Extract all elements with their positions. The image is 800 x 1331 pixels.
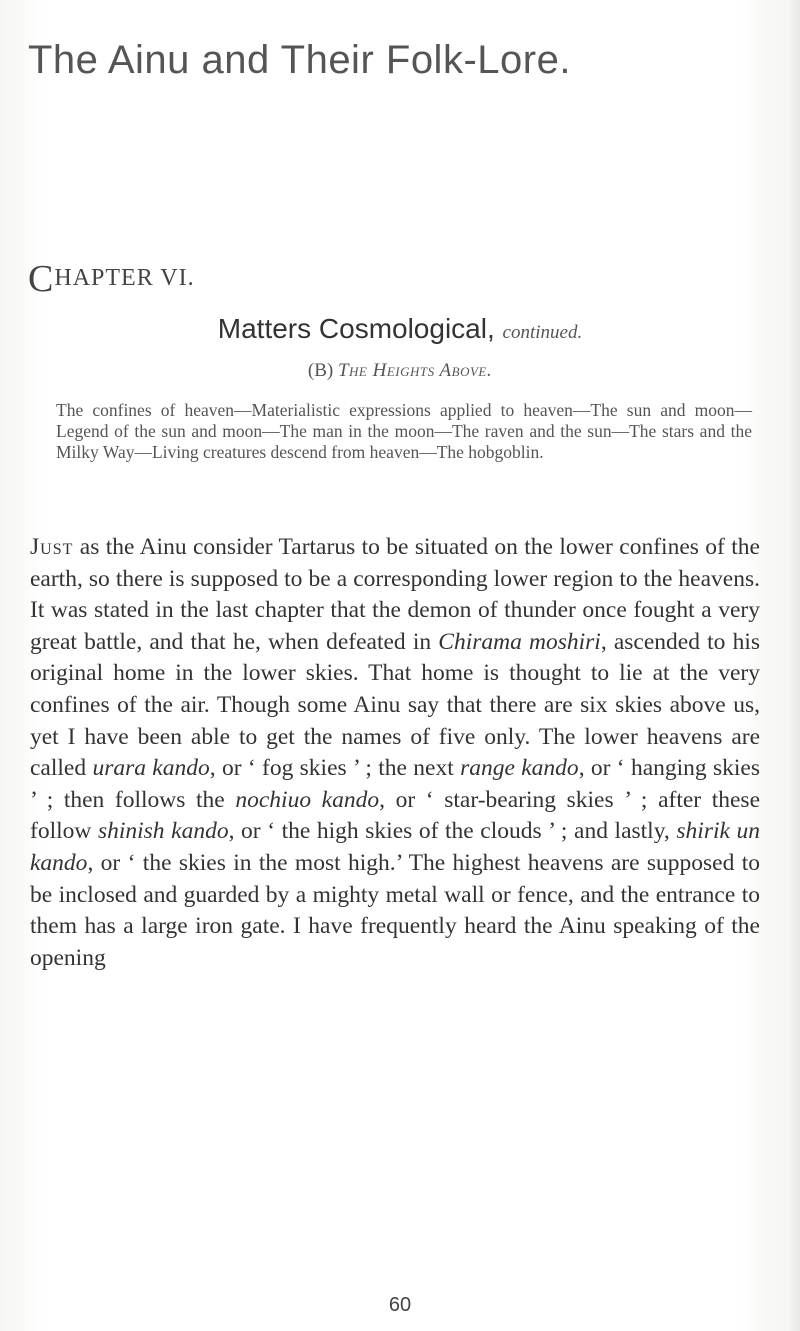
body-text-7: , or ‘ the skies in the most high.’ The highest heavens are supposed to be inclosed and guarded by a mighty metal wall or fence, and the entrance to them has a large iron gate. I have frequently heard the Ainu speaking of the opening xyxy=(30,849,760,971)
chapter-synopsis: The confines of heaven—Materialistic expressions applied to heaven—The sun and moon—Legend of the sun and moon—The man in the moon—The raven and the sun—The stars and the Milky Way—Living creatures descend from heaven—The hobgoblin. xyxy=(56,400,752,462)
term-urara-kando: urara kando xyxy=(92,755,210,782)
section-title-text: Matters Cosmological, xyxy=(217,313,495,344)
body-text-3: , or ‘ fog skies ’ ; the next xyxy=(209,755,461,782)
term-nochiuo-kando: nochiuo kando xyxy=(235,786,380,813)
chapter-initial: C xyxy=(28,258,55,300)
section-title xyxy=(0,313,800,345)
page-number: 60 xyxy=(388,1294,412,1316)
body-paragraph xyxy=(30,532,760,974)
term-shinish-kando: shinish kando xyxy=(97,818,229,845)
paragraph-lead-word: Just xyxy=(30,534,74,560)
page-edge xyxy=(786,0,800,1331)
term-chirama-moshiri: Chirama moshiri xyxy=(438,628,601,655)
body-text-4: , or ‘ hanging skies ’ ; then follows the xyxy=(30,755,760,813)
body-text-6: , or ‘ the high skies of the clouds ’ ; and lastly, xyxy=(228,818,677,845)
subsection-heading xyxy=(0,360,800,382)
section-continued: continued. xyxy=(502,322,583,343)
chapter-label: HAPTER VI. xyxy=(54,265,195,291)
term-shirik-un-kando: shirik un kando xyxy=(30,818,761,876)
running-title: The Ainu and Their Folk-Lore. xyxy=(28,38,571,82)
chapter-heading xyxy=(28,260,195,298)
body-text-2: , ascended to his original home in the lower skies. That home is thought to lie at the very confines of the air. Though some Ainu say that there are six skies above us, yet I have been able to get the names of five only. The lower heavens are called xyxy=(30,628,760,782)
subsection-letter: (B) xyxy=(307,360,334,381)
subsection-title: The Heights Above. xyxy=(337,360,493,381)
body-text-1: as the Ainu consider Tartarus to be situated on the lower confines of the earth, so there is supposed to be a corresponding lower region to the heavens. It was stated in the last chapter that the demon of thunder once fought a very great battle, and that he, when defeated in xyxy=(30,534,760,655)
body-text-5: , or ‘ star-bearing skies ’ ; after these follow xyxy=(30,786,761,845)
term-range-kando: range kando xyxy=(460,755,579,782)
